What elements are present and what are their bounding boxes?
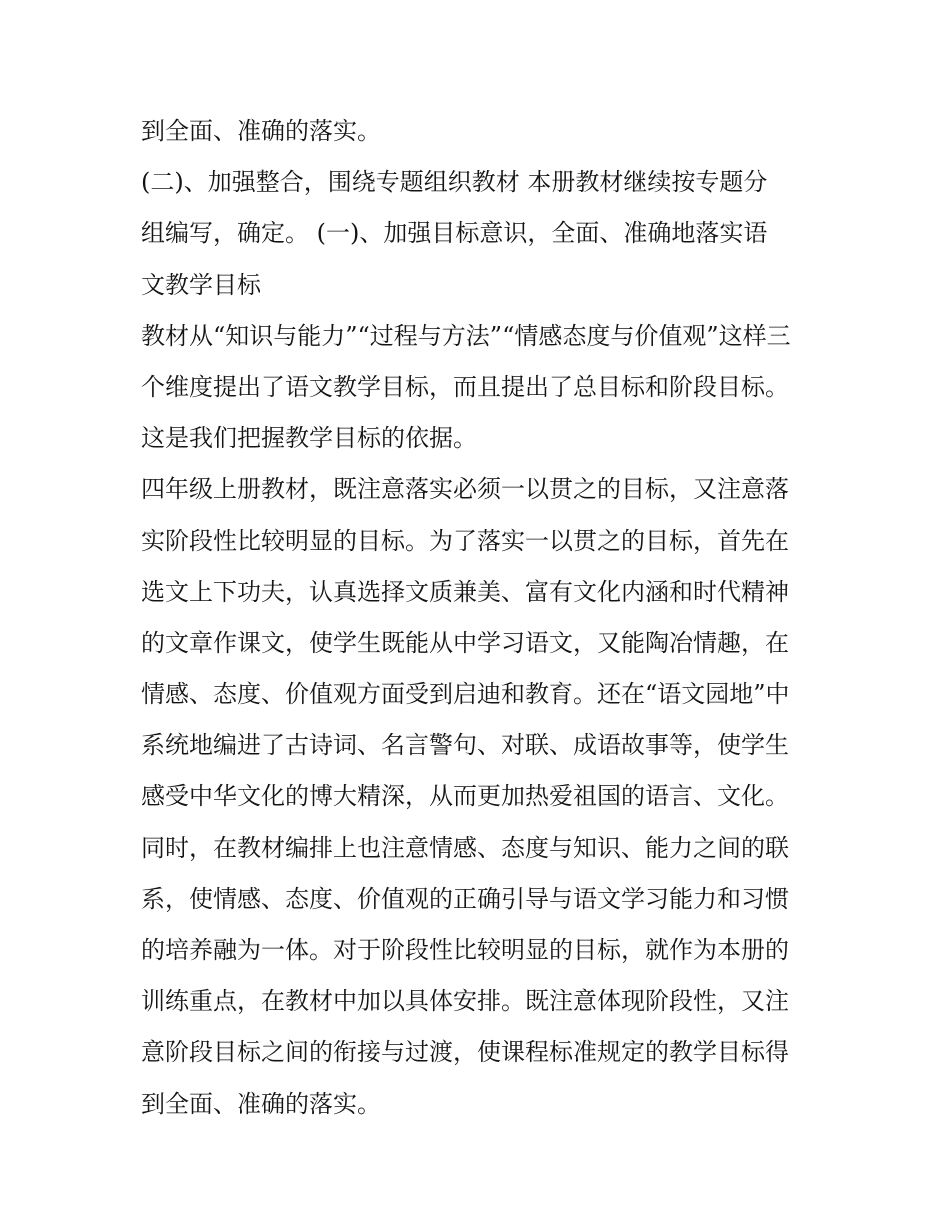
text-line: 到全面、准确的落实。 <box>141 1089 381 1118</box>
text-line: 这是我们把握教学目标的依据。 <box>141 424 477 453</box>
text-line: 训练重点，在教材中加以具体安排。既注意体现阶段性，又注 <box>141 987 789 1016</box>
text-line: 意阶段目标之间的衔接与过渡，使课程标准规定的教学目标得 <box>141 1038 789 1067</box>
text-line: 四年级上册教材，既注意落实必须一以贯之的目标，又注意落 <box>141 475 789 504</box>
text-line: 的文章作课文，使学生既能从中学习语文，又能陶冶情趣，在 <box>141 628 789 657</box>
text-line: 教材从“知识与能力”“过程与方法”“情感态度与价值观”这样三 <box>141 321 791 350</box>
text-line: 系统地编进了古诗词、名言警句、对联、成语故事等，使学生 <box>141 731 789 760</box>
text-line: 系，使情感、态度、价值观的正确引导与语文学习能力和习惯 <box>141 884 789 913</box>
text-line: 实阶段性比较明显的目标。为了落实一以贯之的目标，首先在 <box>141 526 789 555</box>
text-line: 组编写，确定。 (一)、加强目标意识，全面、准确地落实语 <box>141 219 768 248</box>
text-line: 的培养融为一体。对于阶段性比较明显的目标，就作为本册的 <box>141 936 789 964</box>
document-body <box>141 106 821 1130</box>
text-line: 文教学目标 <box>141 270 261 299</box>
text-line: (二)、加强整合，围绕专题组织教材 本册教材继续按专题分 <box>141 168 768 197</box>
text-line: 选文上下功夫，认真选择文质兼美、富有文化内涵和时代精神 <box>141 577 789 606</box>
text-line: 到全面、准确的落实。 <box>141 117 381 145</box>
text-line: 同时，在教材编排上也注意情感、态度与知识、能力之间的联 <box>141 833 789 862</box>
text-line: 感受中华文化的博大精深，从而更加热爱祖国的语言、文化。 <box>141 782 789 811</box>
text-line: 情感、态度、价值观方面受到启迪和教育。还在“语文园地”中 <box>141 680 790 709</box>
text-line: 个维度提出了语文教学目标，而且提出了总目标和阶段目标。 <box>141 372 789 401</box>
